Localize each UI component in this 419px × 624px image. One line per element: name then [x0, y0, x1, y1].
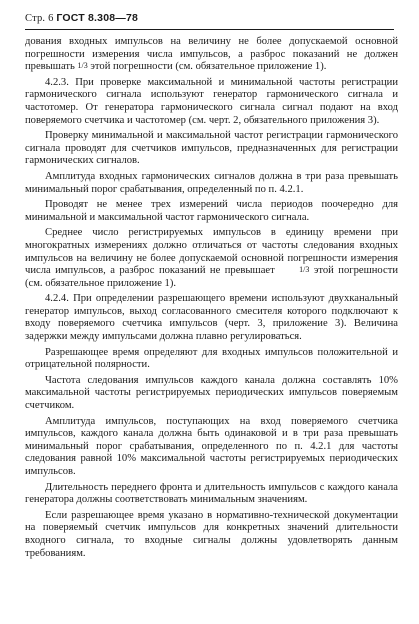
standard-designation: ГОСТ 8.308—78	[56, 12, 139, 24]
fraction: 1/3	[299, 265, 310, 275]
page-number: Стр. 6	[25, 13, 54, 24]
paragraph: Среднее число регистрируемых импульсов в единицу времени при многократных измерениях должно отличаться от частоты следования входных импульсов на величину не более допускаемой основной погрешности измерения числа импульсов, а разброс показаний не превышает 1/3 этой погрешности (см. обязательное приложение 1).	[25, 227, 398, 289]
paragraph: Если разрешающее время указано в нормативно-технической документации на поверяемый счетчик импульсов для конкретных значений длительности входного сигнала, то входные сигналы должны удовлетворять данным требованиям.	[25, 509, 398, 559]
paragraph: 4.2.3. При проверке максимальной и минимальной частоты регистрации гармонического сигнала используют генератор гармонического сигнала и частотомер. От генератора гармонического сигнала сигнал подают на вход поверяемого счетчика и частотомер (см. черт. 2, обязательного приложения 3).	[25, 76, 398, 126]
paragraph: Длительность переднего фронта и длительность импульсов с каждого канала генератора должны соответствовать минимальным значениям.	[25, 481, 398, 506]
paragraph: дования входных импульсов на величину не более допускаемой основной погрешности измерения числа импульсов, а разброс показаний не должен превышать 1/3 этой погрешности (см. обязательное приложение 1).	[25, 36, 398, 73]
paragraph: Амплитуда импульсов, поступающих на вход поверяемого счетчика импульсов, каждого канала должна быть одинаковой и в три раза превышать минимальный порог срабатывания, определенного по п. 4.2.1 для частоты следования равной 10% максимальной частоты регистрируемых периодических импульсов.	[25, 415, 398, 477]
page-header	[25, 12, 138, 24]
paragraph: Частота следования импульсов каждого канала должна составлять 10% максимальной частоты регистрируемых периодических импульсов поверяемым счетчиком.	[25, 374, 398, 412]
paragraph: Разрешающее время определяют для входных импульсов положительной и отрицательной полярности.	[25, 346, 398, 371]
paragraph: Проводят не менее трех измерений числа периодов поочередно для минимальной и максимальной частот гармонического сигнала.	[25, 199, 398, 223]
paragraph: Проверку минимальной и максимальной частот регистрации гармонического сигнала проводят для счетчиков импульсов, предназначенных для регистрации гармонических сигналов.	[25, 130, 398, 167]
document-body	[25, 36, 398, 563]
paragraph: Амплитуда входных гармонических сигналов должна в три раза превышать минимальный порог срабатывания, определенный по п. 4.2.1.	[25, 170, 398, 195]
header-rule	[25, 29, 394, 30]
fraction: 1/3	[77, 61, 88, 71]
paragraph: 4.2.4. При определении разрешающего времени используют двухканальный генератор импульсов, выход согласованного смесителя которого подключают к входу поверяемого счетчика импульсов (черт. 3, приложение 3). Величина задержки между импульсами должна плавно регулироваться.	[25, 293, 398, 343]
